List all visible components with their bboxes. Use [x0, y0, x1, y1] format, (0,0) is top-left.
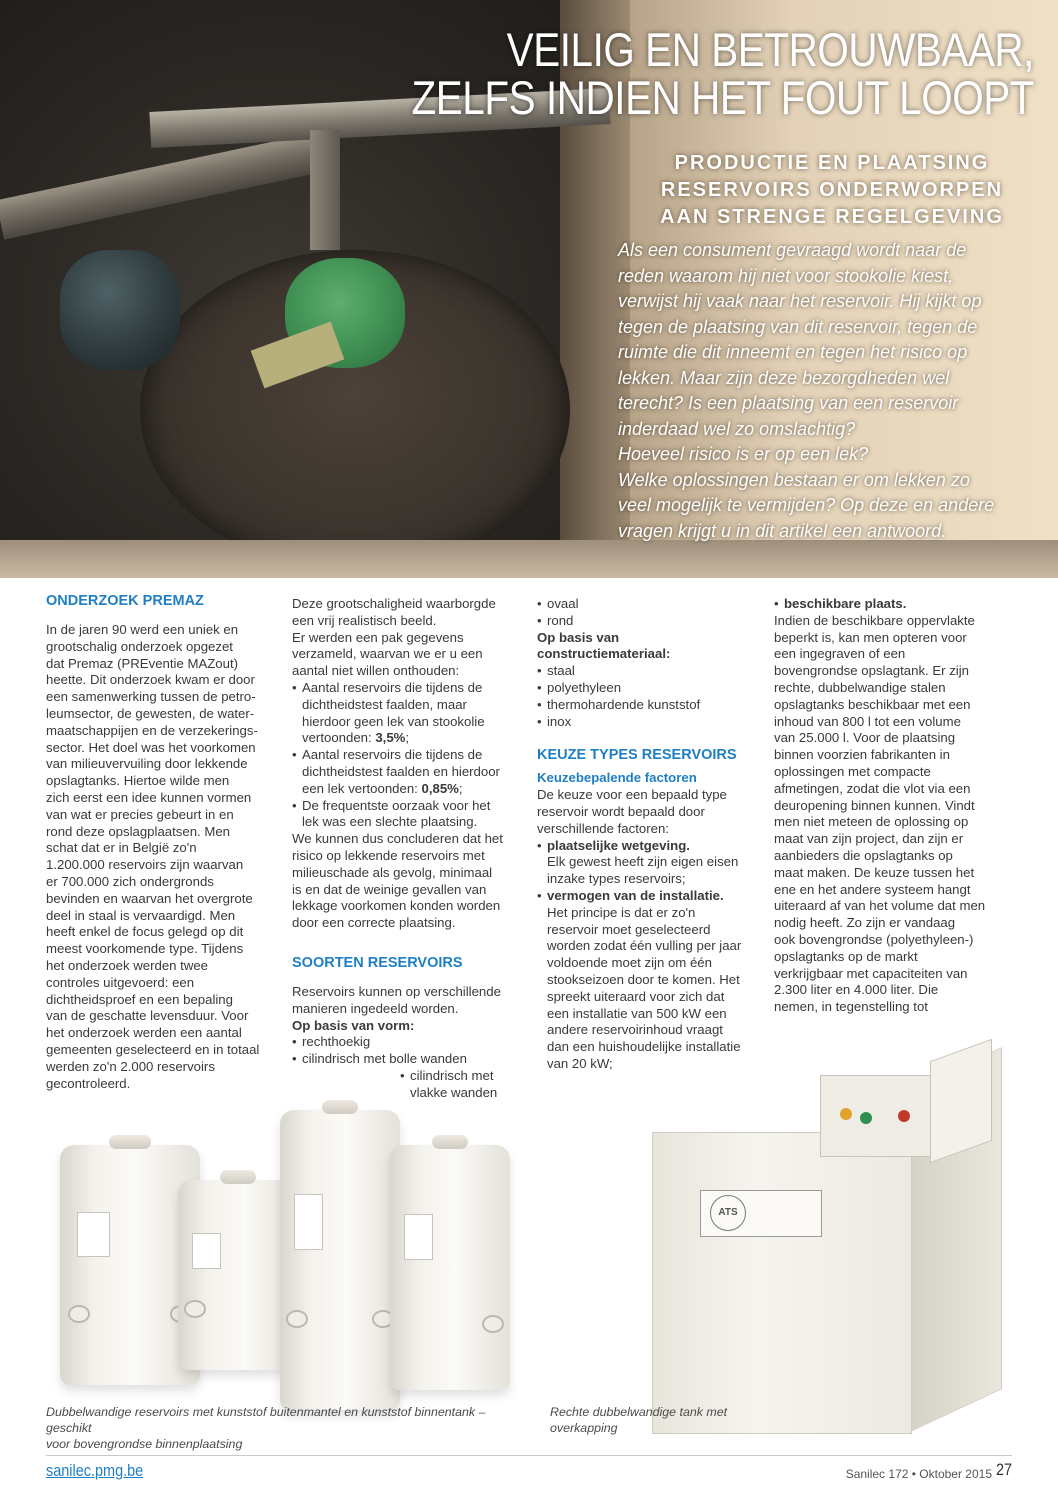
intro-line: Als een consument gevraagd wordt naar de — [618, 240, 967, 260]
list-item: • staal — [537, 663, 762, 680]
material-label — [537, 630, 762, 664]
list-item: • cilindrisch met bolle wanden — [292, 1051, 520, 1068]
text-line: aantal niet willen onthouden: — [292, 663, 460, 679]
text-line: opslagtanks op de markt — [774, 948, 918, 964]
text-line: Elk gewest heeft zijn eigen eisen — [547, 854, 739, 870]
text-line: andere reservoirinhoud vraagt — [547, 1022, 723, 1038]
steel-tank-photo — [640, 1040, 1010, 1460]
paragraph — [774, 613, 1012, 1016]
section-heading-premaz: ONDERZOEK PREMAZ — [46, 593, 204, 609]
text-line: grootschalig onderzoek opgezet — [46, 638, 233, 654]
factor-list-cont — [774, 596, 1012, 613]
text-line: maat van zijn project, dan zijn er — [774, 831, 964, 847]
text-line: ene en het andere systeem hangt — [774, 881, 971, 897]
shape-list — [292, 1034, 520, 1068]
text-line: hierdoor geen lek van stookolie — [302, 713, 485, 729]
valve — [860, 1112, 872, 1124]
text-line: De keuze voor een bepaald type — [537, 787, 727, 803]
intro-line: lekken. Maar zijn deze bezorgdheden wel — [618, 367, 950, 388]
intro-line: vragen krijgt u in dit artikel een antwoord. — [618, 520, 947, 541]
findings-list — [292, 680, 520, 831]
text-line: sector. Het doel was het voorkomen — [46, 739, 256, 755]
text-line: 1.200.000 reservoirs zijn waarvan — [46, 857, 244, 873]
text-line: manieren ingedeeld worden. — [292, 1000, 459, 1016]
text-line: gecontroleerd. — [46, 1075, 131, 1091]
column-4 — [774, 596, 1012, 1016]
list-item — [774, 596, 1012, 613]
tank-label — [404, 1214, 432, 1260]
text-line: heette. Dit onderzoek kwam er door — [46, 672, 255, 688]
text-line: is en dat de weinige gevallen van — [292, 881, 487, 897]
text-line: Indien de beschikbare oppervlakte — [774, 612, 975, 628]
text-line: door een correcte plaatsing. — [292, 915, 456, 931]
text-line: Reservoirs kunnen op verschillende — [292, 983, 501, 999]
tank-handle — [482, 1315, 504, 1333]
factor-title: vermogen van de installatie. — [547, 887, 724, 903]
tank-label — [77, 1212, 110, 1257]
text-line: Deze grootschaligheid waarborgde — [292, 596, 496, 611]
spacer — [292, 932, 520, 948]
text-line: reservoir wordt bepaald door — [537, 803, 705, 819]
text-line: een samenwerking tussen de petro- — [46, 689, 256, 705]
text-line: lek was een slechte plaatsing. — [302, 814, 478, 830]
text-line: beperkt is, kan men opteren voor — [774, 629, 967, 645]
text-line: van 25.000 l. Voor de plaatsing — [774, 730, 956, 746]
list-item — [292, 680, 520, 747]
text-line: binnen voorzien fabrikanten in — [774, 747, 950, 763]
article-subtitle — [622, 150, 1042, 231]
footer-divider — [46, 1455, 1012, 1456]
list-item: • ovaal — [537, 596, 762, 613]
tank-front — [652, 1132, 912, 1434]
text-line: werden zo'n 2.000 reservoirs — [46, 1058, 215, 1074]
text-line: meest voorkomende type. Tijdens — [46, 941, 244, 957]
factor-title: plaatselijke wetgeving. — [547, 837, 690, 853]
text-line: inzake types reservoirs; — [547, 871, 686, 887]
text-line: deel in staal is vervaardigd. Men — [46, 907, 236, 923]
text-line: Op basis van — [537, 629, 620, 645]
valve — [840, 1108, 852, 1120]
list-item: • rechthoekig — [292, 1034, 520, 1051]
text-line: aanbieders die opslagtanks op — [774, 847, 953, 863]
text-line: opslagtanks. Hiertoe wilde men — [46, 773, 230, 789]
subtitle-line: AAN STRENGE REGELGEVING — [660, 206, 1004, 228]
paragraph — [537, 787, 762, 837]
list-item — [292, 798, 520, 832]
shape-label: Op basis van vorm: — [292, 1017, 415, 1033]
factor-title: beschikbare plaats. — [784, 596, 907, 611]
intro-line: terecht? Is een plaatsing van een reservoir — [618, 393, 959, 413]
stat-value: 3,5% — [375, 730, 406, 746]
text-line: lekkage voorkomen konden worden — [292, 898, 501, 914]
caption-line: voor bovengrondse binnenplaatsing — [46, 1437, 243, 1451]
text-line: men niet meteen de oplossing op — [774, 814, 969, 830]
tank-label — [192, 1233, 220, 1269]
text-line: afmetingen, zodat die vlot via een — [774, 780, 971, 796]
text-line: worden zodat één vulling per jaar — [547, 938, 742, 954]
text-line: bevinden en waarvan het overgrote — [46, 890, 253, 906]
plastic-tank — [390, 1145, 510, 1390]
text-line: dichtheidsproef en een bepaling — [46, 991, 233, 1007]
premaz-paragraph — [46, 622, 274, 1092]
column-1 — [46, 592, 274, 1092]
text-line: dichtheidstest faalden, maar — [302, 696, 467, 712]
text-line: cilindrisch met — [410, 1067, 494, 1083]
text-line: er 700.000 zich ondergronds — [46, 873, 214, 889]
text-line: Aantal reservoirs die tijdens de — [302, 747, 483, 763]
tank-handle — [68, 1305, 90, 1323]
text-line: Er werden een pak gegevens — [292, 629, 464, 645]
caption-line: overkapping — [550, 1421, 618, 1435]
list-item — [292, 747, 520, 797]
list-item: • rond — [537, 613, 762, 630]
hero-photo — [0, 0, 1058, 578]
paragraph — [292, 596, 520, 680]
paragraph — [292, 984, 520, 1018]
punctuation: ; — [458, 780, 463, 796]
page-number: 27 — [996, 1460, 1013, 1479]
text-line: De frequentste oorzaak voor het — [302, 797, 491, 813]
text-line: Het principe is dat er zo'n — [547, 904, 696, 920]
text-line: nemen, in tegenstelling tot — [774, 999, 928, 1015]
text-line: ook bovengrondse (polyethyleen-) — [774, 931, 974, 947]
text-line: rechte, dubbelwandige stalen — [774, 679, 946, 695]
text-line: stookseizoen door te komen. Het — [547, 971, 740, 987]
text-line: vertoonden: — [302, 730, 376, 746]
shape-item-offset — [292, 1068, 520, 1102]
column-2 — [292, 596, 520, 1102]
article-title — [380, 23, 1035, 124]
material-list — [537, 663, 762, 730]
intro-line: verwijst hij vaak naar het reservoir. Hij kijkt op — [618, 291, 982, 311]
footer-issue-info: Sanilec 172 • Oktober 2015 — [845, 1467, 992, 1481]
subtitle-line: PRODUCTIE EN PLAATSING — [674, 152, 990, 174]
text-line: opslagtanks beschikbaar met een — [774, 696, 971, 712]
tank-handle — [184, 1300, 206, 1318]
footer-website-link[interactable]: sanilec.pmg.be — [46, 1461, 144, 1480]
text-line: rond deze opslagplaatsen. Men — [46, 823, 231, 839]
text-line: leumsector, de gewesten, de water- — [46, 705, 255, 721]
text-line: van wat er precies gebeurt in en — [46, 806, 234, 822]
text-line: We kunnen dus concluderen dat het — [292, 831, 503, 847]
subheading-factoren: Keuzebepalende factoren — [537, 770, 697, 786]
column-3 — [537, 596, 762, 1073]
intro-line: tegen de plaatsing van dit reservoir, tegen de — [618, 316, 978, 337]
valve — [898, 1110, 910, 1122]
text-line: uiteraard af van het volume dat men — [774, 898, 986, 914]
text-line: zich eerst een idee kunnen vormen — [46, 789, 252, 805]
list-item — [537, 838, 762, 888]
caption-line: Rechte dubbelwandige tank met — [550, 1405, 728, 1419]
subtitle-line: RESERVOIRS ONDERWORPEN — [660, 179, 1004, 201]
text-line: spreekt uiteraard voor zich dat — [547, 988, 725, 1004]
text-line: een vrij realistisch beeld. — [292, 612, 437, 628]
intro-line: Hoeveel risico is er op een lek? — [618, 444, 869, 464]
list-item — [400, 1068, 520, 1102]
text-line: heeft enkel de focus gelegd op dit — [46, 924, 244, 940]
text-line: voldoende moet zijn om één — [547, 955, 712, 971]
article-intro — [618, 238, 1043, 544]
paragraph — [292, 831, 520, 932]
ground-edge — [0, 540, 1058, 578]
text-line: van de geschatte levensduur. Voor — [46, 1008, 249, 1024]
shape-list-cont2 — [537, 596, 762, 630]
text-line: een installatie van 500 kW een — [547, 1005, 727, 1021]
text-line: maat maken. De keuze tussen het — [774, 864, 975, 880]
list-item: • inox — [537, 714, 762, 731]
text-line: dichtheidstest faalden en hierdoor — [302, 763, 500, 779]
title-line: VEILIG EN BETROUWBAAR, — [506, 23, 1035, 76]
text-line: nodig heeft. Zo zijn er vandaag — [774, 915, 956, 931]
text-line: reservoir moet geselecteerd — [547, 921, 711, 937]
stat-value: 0,85% — [421, 780, 459, 796]
text-line: bovengrondse opslagtank. Er zijn — [774, 663, 970, 679]
factor-list — [537, 838, 762, 1073]
spacer — [537, 730, 762, 746]
text-line: constructiemateriaal: — [537, 646, 671, 662]
text-line: In de jaren 90 werd een uniek en — [46, 622, 239, 637]
text-line: 2.300 liter en 4.000 liter. Die — [774, 982, 939, 998]
text-line: vlakke wanden — [410, 1084, 498, 1100]
tank-handle — [286, 1310, 308, 1328]
tank-label — [294, 1194, 322, 1250]
text-line: risico op lekkende reservoirs met — [292, 847, 485, 863]
text-line: inhoud van 800 l tot een volume — [774, 713, 961, 729]
text-line: verschillende factoren: — [537, 820, 669, 836]
dark-fill-cap — [60, 250, 180, 370]
valve-cover-box — [820, 1075, 932, 1157]
section-heading-keuze: KEUZE TYPES RESERVOIRS — [537, 747, 737, 764]
text-line: dat Premaz (PREventie MAZout) — [46, 655, 239, 671]
caption-line: Dubbelwandige reservoirs met kunststof buitenmantel en kunststof binnentank – geschikt — [46, 1405, 486, 1435]
text-line: gemeenten geselecteerd en in totaal — [46, 1041, 260, 1057]
intro-line: inderdaad wel zo omslachtig? — [618, 418, 856, 439]
ats-logo: ATS — [710, 1195, 746, 1231]
text-line: deuropening binnen kunnen. Vindt — [774, 797, 975, 813]
text-line: Aantal reservoirs die tijdens de — [302, 679, 483, 695]
text-line: controles uitgevoerd: een — [46, 974, 195, 990]
title-line: ZELFS INDIEN HET FOUT LOOPT — [411, 71, 1034, 124]
intro-line: veel mogelijk te vermijden? Op deze en andere — [618, 495, 995, 515]
text-line: verzameld, waarvan we er u een — [292, 646, 483, 662]
section-heading-soorten: SOORTEN RESERVOIRS — [292, 954, 463, 971]
punctuation: ; — [405, 730, 410, 746]
text-line: het onderzoek werden twee — [46, 957, 209, 973]
text-line: dan een huishoudelijke installatie — [547, 1039, 741, 1055]
list-item: • thermohardende kunststof — [537, 697, 762, 714]
intro-line: Welke oplossingen bestaan er om lekken zo — [618, 469, 970, 490]
intro-line: ruimte die dit inneemt en tegen het risico op — [618, 342, 968, 362]
intro-line: reden waarom hij niet voor stookolie kiest, — [618, 265, 954, 286]
text-line: van milieuvervuiling door lekkende — [46, 756, 248, 772]
shape-list-cont — [400, 1068, 520, 1102]
plastic-tank — [280, 1110, 400, 1410]
list-item: • polyethyleen — [537, 680, 762, 697]
text-line: schat dat er in België zo'n — [46, 840, 197, 856]
text-line: het onderzoek werden een aantal — [46, 1025, 242, 1041]
text-line: een lek vertoonden: — [302, 780, 422, 796]
caption-steel-tank — [550, 1404, 760, 1436]
text-line: verkrijgbaar met capaciteiten van — [774, 965, 968, 981]
pipe — [310, 130, 340, 250]
text-line: milieuschade als gevolg, minimaal — [292, 864, 493, 880]
text-line: van 20 kW; — [547, 1055, 613, 1071]
text-line: maatschappijen en de verzekerings- — [46, 722, 258, 738]
caption-plastic-tanks — [46, 1404, 526, 1452]
plastic-tanks-photo — [30, 1105, 530, 1455]
text-line: een ingegraven of een — [774, 646, 906, 662]
text-line: oplossingen met compacte — [774, 763, 931, 779]
